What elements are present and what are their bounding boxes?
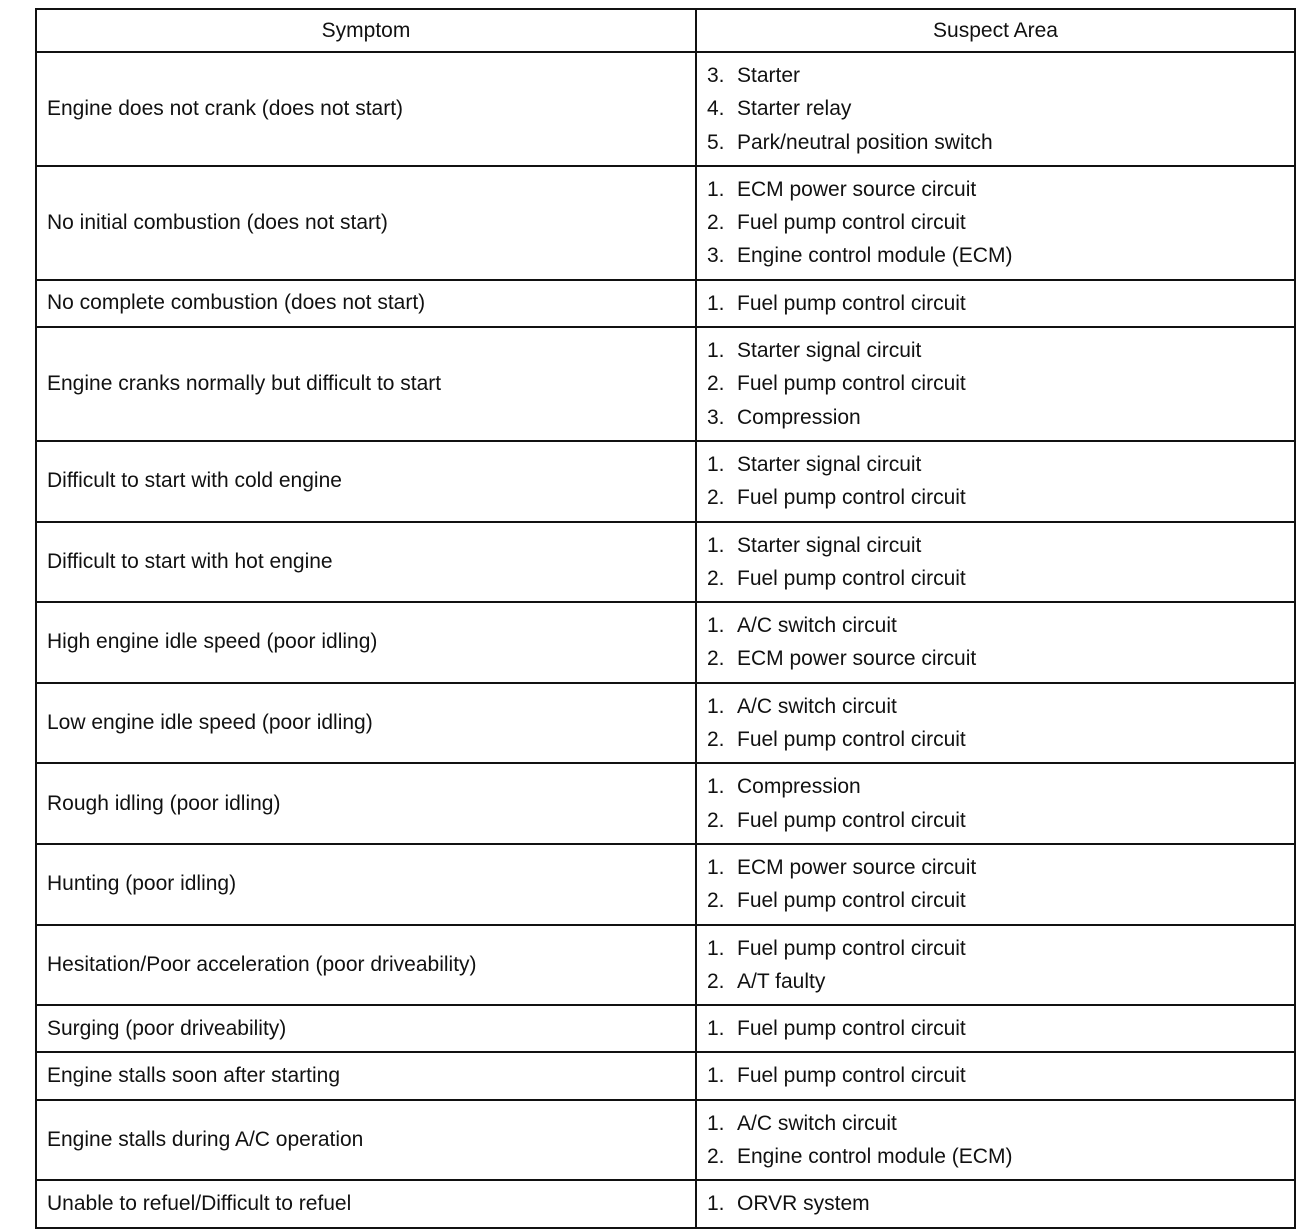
symptom-cell: Engine does not crank (does not start) [36, 52, 696, 166]
table-row [36, 683, 1295, 764]
suspect-item-text: Fuel pump control circuit [737, 889, 966, 913]
suspect-item-text: Fuel pump control circuit [737, 728, 966, 752]
suspect-item [707, 206, 1294, 239]
suspect-item [707, 448, 1294, 481]
table-row [36, 166, 1295, 280]
suspect-item-number: 3. [707, 64, 725, 87]
suspect-item-text: Starter signal circuit [737, 533, 922, 557]
symptom-cell: Engine cranks normally but difficult to start [36, 327, 696, 441]
suspect-item-text: ORVR system [737, 1192, 870, 1216]
suspect-item [707, 770, 1294, 803]
suspect-area-cell [696, 1100, 1295, 1181]
symptom-cell: Engine stalls during A/C operation [36, 1100, 696, 1181]
symptom-cell: Surging (poor driveability) [36, 1005, 696, 1052]
suspect-item-number: 2. [707, 728, 725, 752]
suspect-item-text: A/C switch circuit [737, 1111, 897, 1135]
suspect-item-text: Fuel pump control circuit [737, 936, 966, 960]
table-row [36, 280, 1295, 327]
table-row [36, 327, 1295, 441]
suspect-item-text: A/T faulty [737, 969, 826, 993]
suspect-item-text: Starter [737, 64, 801, 87]
suspect-item [707, 1140, 1294, 1173]
table-row [36, 925, 1295, 1006]
suspect-item-text: Starter relay [737, 97, 852, 121]
suspect-item-number: 2. [707, 372, 725, 396]
suspect-item [707, 1107, 1294, 1140]
suspect-item-number: 1. [707, 452, 725, 476]
suspect-item [707, 92, 1294, 125]
suspect-item [707, 126, 1294, 159]
suspect-item-number: 3. [707, 244, 725, 268]
suspect-item-number: 1. [707, 775, 725, 799]
suspect-item-number: 1. [707, 1064, 725, 1088]
suspect-item-number: 2. [707, 969, 725, 993]
suspect-area-cell [696, 925, 1295, 1006]
table-row [36, 1180, 1295, 1227]
suspect-item-text: A/C switch circuit [737, 694, 897, 718]
suspect-item [707, 239, 1294, 272]
suspect-item-number: 5. [707, 130, 725, 154]
suspect-item-text: Park/neutral position switch [737, 130, 993, 154]
symptom-cell: Hesitation/Poor acceleration (poor driveability) [36, 925, 696, 1006]
suspect-item-text: Fuel pump control circuit [737, 372, 966, 396]
suspect-area-cell [696, 602, 1295, 683]
suspect-item [707, 1059, 1294, 1092]
suspect-item [707, 401, 1294, 434]
suspect-area-cell [696, 327, 1295, 441]
suspect-item [707, 723, 1294, 756]
symptom-table [35, 8, 1296, 1229]
suspect-item-number: 1. [707, 339, 725, 363]
symptom-cell: Unable to refuel/Difficult to refuel [36, 1180, 696, 1227]
suspect-item [707, 287, 1294, 320]
suspect-area-cell [696, 441, 1295, 522]
suspect-item [707, 642, 1294, 675]
suspect-item-text: ECM power source circuit [737, 855, 977, 879]
symptom-cell: No initial combustion (does not start) [36, 166, 696, 280]
table-row [36, 763, 1295, 844]
suspect-item-text: Compression [737, 405, 861, 429]
suspect-item-number: 1. [707, 936, 725, 960]
suspect-area-cell [696, 522, 1295, 603]
suspect-item-text: Engine control module (ECM) [737, 1145, 1013, 1169]
suspect-area-cell [696, 280, 1295, 327]
suspect-item-number: 3. [707, 405, 725, 429]
suspect-item [707, 59, 1294, 92]
table-row [36, 52, 1295, 166]
suspect-item [707, 173, 1294, 206]
suspect-item-text: Starter signal circuit [737, 452, 922, 476]
suspect-area-cell [696, 1180, 1295, 1227]
suspect-item [707, 367, 1294, 400]
suspect-item [707, 481, 1294, 514]
suspect-item-number: 2. [707, 889, 725, 913]
suspect-item [707, 1187, 1294, 1220]
suspect-item-number: 2. [707, 566, 725, 590]
suspect-item [707, 609, 1294, 642]
suspect-item [707, 965, 1294, 998]
suspect-item-text: ECM power source circuit [737, 177, 977, 201]
suspect-item [707, 562, 1294, 595]
symptom-cell: Difficult to start with cold engine [36, 441, 696, 522]
suspect-area-cell [696, 52, 1295, 166]
symptom-cell: Difficult to start with hot engine [36, 522, 696, 603]
symptom-cell: High engine idle speed (poor idling) [36, 602, 696, 683]
table-row [36, 441, 1295, 522]
suspect-item-text: Engine control module (ECM) [737, 244, 1013, 268]
suspect-area-cell [696, 683, 1295, 764]
suspect-item-text: Fuel pump control circuit [737, 486, 966, 510]
table-row [36, 1100, 1295, 1181]
suspect-area-cell [696, 1052, 1295, 1099]
symptom-cell: Engine stalls soon after starting [36, 1052, 696, 1099]
suspect-item-text: Fuel pump control circuit [737, 808, 966, 832]
suspect-item-text: Fuel pump control circuit [737, 566, 966, 590]
suspect-item [707, 1012, 1294, 1045]
table-header [36, 9, 1295, 52]
suspect-item [707, 690, 1294, 723]
suspect-area-column-header: Suspect Area [696, 9, 1295, 52]
symptom-cell: Rough idling (poor idling) [36, 763, 696, 844]
symptom-cell: Low engine idle speed (poor idling) [36, 683, 696, 764]
suspect-item-text: Fuel pump control circuit [737, 1017, 966, 1041]
suspect-item-number: 1. [707, 614, 725, 638]
suspect-item-text: Starter signal circuit [737, 339, 922, 363]
suspect-item-number: 2. [707, 647, 725, 671]
suspect-item [707, 334, 1294, 367]
table-row [36, 844, 1295, 925]
suspect-item-number: 1. [707, 1017, 725, 1041]
suspect-item-text: ECM power source circuit [737, 647, 977, 671]
suspect-item-number: 2. [707, 808, 725, 832]
suspect-area-cell [696, 844, 1295, 925]
suspect-item-text: Compression [737, 775, 861, 799]
table-row [36, 1052, 1295, 1099]
suspect-item-number: 1. [707, 177, 725, 201]
suspect-area-cell [696, 1005, 1295, 1052]
suspect-item-text: Fuel pump control circuit [737, 1064, 966, 1088]
suspect-item-number: 2. [707, 211, 725, 235]
suspect-item-number: 1. [707, 533, 725, 557]
suspect-item-text: Fuel pump control circuit [737, 291, 966, 315]
suspect-item-text: Fuel pump control circuit [737, 211, 966, 235]
table-body [36, 52, 1295, 1228]
suspect-item [707, 851, 1294, 884]
suspect-item-number: 1. [707, 694, 725, 718]
suspect-item [707, 529, 1294, 562]
suspect-item [707, 932, 1294, 965]
suspect-item [707, 884, 1294, 917]
suspect-area-cell [696, 763, 1295, 844]
table-row [36, 602, 1295, 683]
suspect-item-number: 2. [707, 486, 725, 510]
symptom-column-header: Symptom [36, 9, 696, 52]
suspect-item-number: 2. [707, 1145, 725, 1169]
suspect-item-number: 1. [707, 291, 725, 315]
suspect-item [707, 804, 1294, 837]
suspect-item-number: 1. [707, 855, 725, 879]
suspect-item-number: 4. [707, 97, 725, 121]
symptom-cell: No complete combustion (does not start) [36, 280, 696, 327]
suspect-item-text: A/C switch circuit [737, 614, 897, 638]
suspect-item-number: 1. [707, 1111, 725, 1135]
suspect-area-cell [696, 166, 1295, 280]
suspect-item-number: 1. [707, 1192, 725, 1216]
header-row [36, 9, 1295, 52]
table-row [36, 522, 1295, 603]
table-row [36, 1005, 1295, 1052]
symptom-cell: Hunting (poor idling) [36, 844, 696, 925]
